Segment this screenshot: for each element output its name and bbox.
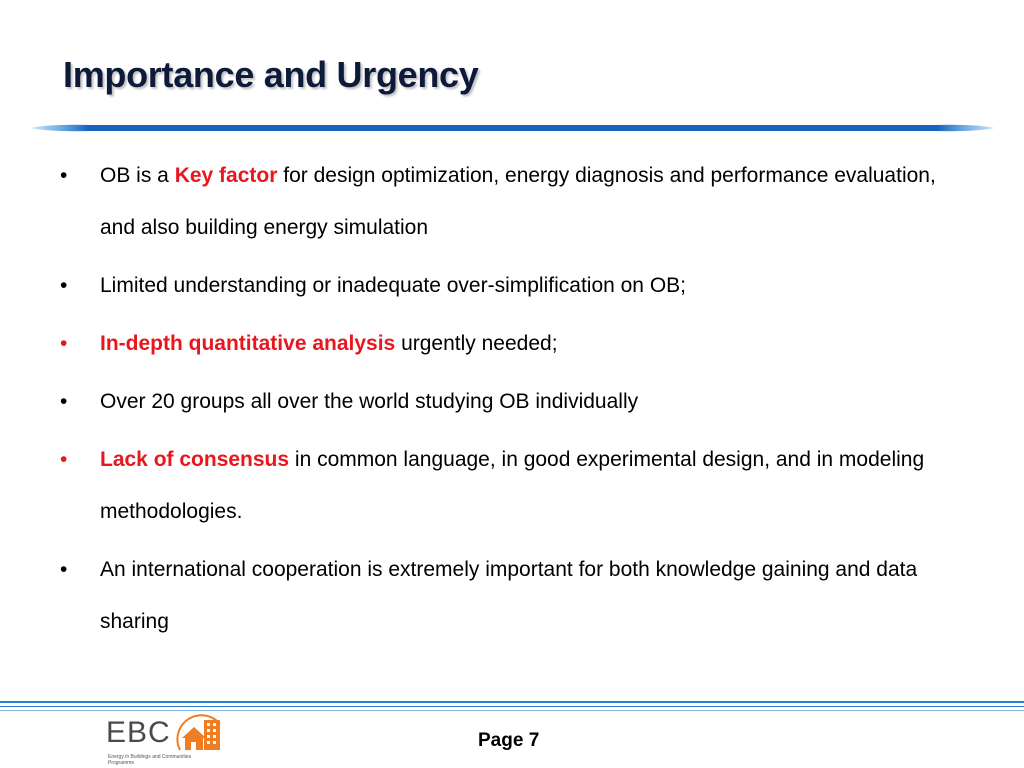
logo-subtitle: Energy in Buildings and Communities Programme [108, 754, 192, 766]
bullet-lead-text: OB is a [100, 164, 175, 187]
bullet-item [60, 150, 970, 254]
logo-wordmark: EBC [106, 716, 171, 749]
bullet-marker: • [60, 332, 68, 355]
bullet-item [60, 434, 970, 538]
bullet-marker: • [60, 448, 68, 471]
bullet-lead-text: An international cooperation is extremely important for both knowledge gaining and data sharing [100, 558, 918, 633]
page-number: Page 7 [478, 730, 540, 751]
bullet-emphasis-text: In-depth quantitative analysis [100, 332, 396, 355]
house-building-icon [174, 714, 224, 752]
bullet-marker: • [60, 164, 68, 187]
bullet-emphasis-text: Lack of consensus [100, 448, 290, 471]
bullet-emphasis-text: Key factor [174, 164, 278, 187]
bullet-marker: • [60, 558, 68, 581]
bullet-list [60, 150, 970, 654]
ebc-logo [106, 714, 236, 768]
bullet-rest-text: for design optimization, energy diagnosis and performance evaluation, and also building energy simulation [100, 164, 936, 239]
bullet-marker: • [60, 390, 68, 413]
bullet-marker: • [60, 274, 68, 297]
bullet-rest-text: urgently needed; [395, 332, 558, 355]
footer-divider [0, 701, 1024, 713]
bullet-item [60, 260, 970, 312]
bullet-item [60, 544, 970, 648]
slide-title: Importance and Urgency [63, 54, 479, 95]
title-divider [30, 124, 995, 132]
bullet-item [60, 318, 970, 370]
bullet-item [60, 376, 970, 428]
bullet-rest-text: in common language, in good experimental design, and in modeling methodologies. [100, 448, 925, 523]
bullet-lead-text: Limited understanding or inadequate over-simplification on OB; [100, 274, 687, 297]
bullet-lead-text: Over 20 groups all over the world studying OB individually [100, 390, 639, 413]
